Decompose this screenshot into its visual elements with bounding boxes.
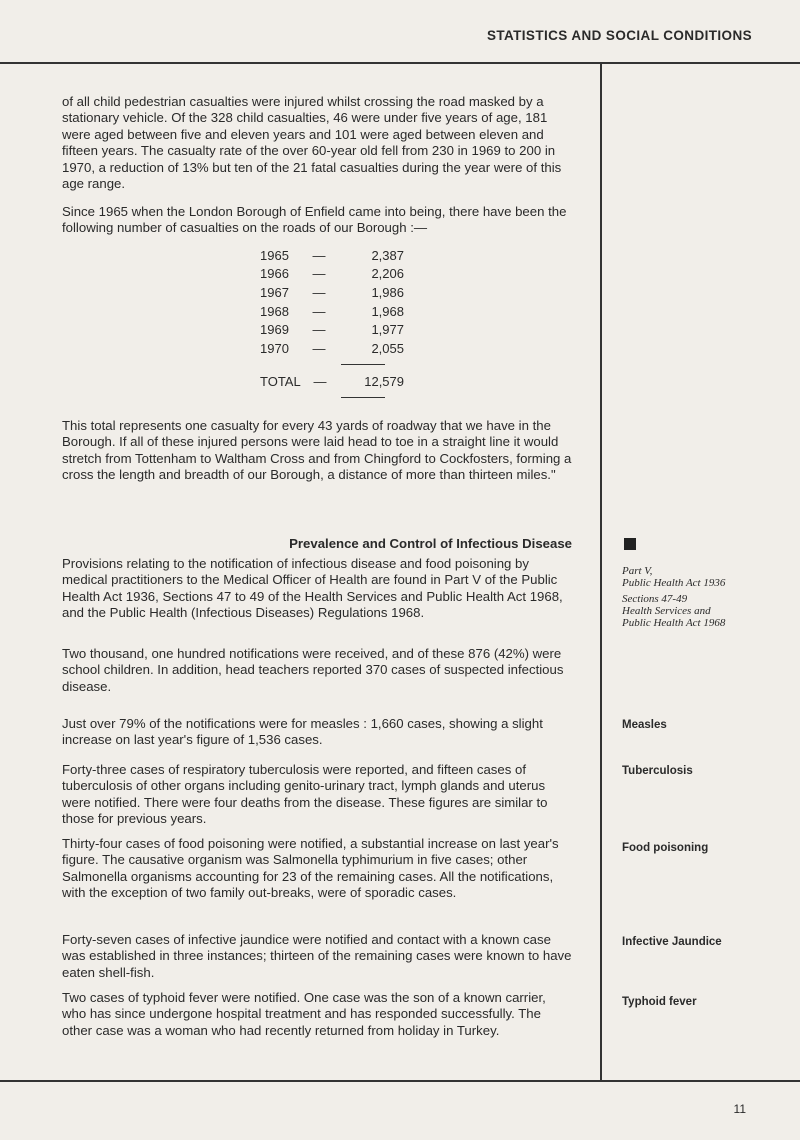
total-dash: — xyxy=(313,373,327,389)
casualty-year: 1966 xyxy=(260,266,289,282)
margin-infective-jaundice: Infective Jaundice xyxy=(622,936,722,948)
jaundice-paragraph: Forty-seven cases of infective jaundice were notified and contact with a known case was established in three instances; thirteen of the remaining cases were known to have eaten shell-fish. xyxy=(62,932,572,980)
casualty-value: 1,986 xyxy=(371,284,404,300)
casualty-value: 2,206 xyxy=(371,266,404,282)
margin-measles: Measles xyxy=(622,719,667,731)
typhoid-paragraph: Two cases of typhoid fever were notified. One case was the son of a known carrier, who has since undergone hospital treatment and has responded successfully. The other case was a woman who had recently returned from holiday in Turkey. xyxy=(62,990,546,1038)
casualty-table xyxy=(260,246,404,358)
total-value: 12,579 xyxy=(364,373,404,389)
borough-paragraph: Since 1965 when the London Borough of Enfield came into being, there have been the following number of casualties on the roads of our Borough :— xyxy=(62,204,567,236)
intro-paragraph: of all child pedestrian casualties were injured whilst crossing the road masked by a stationary vehicle. Of the 328 child casualties, 46 were under five years of age, 181 were aged between five and eleven years and 101 were aged between eleven and fifteen years. The casualty rate of the over 60-year old fell from 230 in 1969 to 200 in 1970, a reduction of 13% but ten of the 21 fatal casualties during the year were of this age range. xyxy=(62,94,562,192)
margin-ref-health-services: Health Services and xyxy=(622,605,711,617)
casualty-value: 1,977 xyxy=(371,322,404,338)
section-heading: Prevalence and Control of Infectious Disease xyxy=(289,536,572,551)
casualty-row xyxy=(260,339,404,358)
casualty-year: 1968 xyxy=(260,303,289,319)
casualty-row xyxy=(260,265,404,284)
section-marker xyxy=(624,538,636,550)
casualty-row xyxy=(260,320,404,339)
casualty-year: 1970 xyxy=(260,340,289,356)
provisions-paragraph: Provisions relating to the notification of infectious disease and food poisoning by medical practitioners to the Medical Officer of Health are found in Part V of the Public Health Act 1936, Sections 47 to 49 of the Health Services and Public Health Act 1968, and the Public Health (Infectious Diseases) Regulations 1968. xyxy=(62,556,563,621)
total-label: TOTAL xyxy=(260,373,301,389)
margin-tuberculosis: Tuberculosis xyxy=(622,765,693,777)
bottom-rule xyxy=(0,1080,800,1082)
margin-typhoid-fever: Typhoid fever xyxy=(622,996,697,1008)
casualty-value: 2,055 xyxy=(371,340,404,356)
casualty-dash: — xyxy=(312,266,326,282)
top-rule xyxy=(0,62,800,64)
casualty-dash: — xyxy=(312,322,326,338)
casualty-year: 1967 xyxy=(260,284,289,300)
margin-ref-part: Part V, xyxy=(622,565,653,577)
table-rule-bottom xyxy=(341,397,385,398)
casualty-row xyxy=(260,302,404,321)
margin-ref-act-1936: Public Health Act 1936 xyxy=(622,577,726,589)
margin-ref-act-1968: Public Health Act 1968 xyxy=(622,617,726,629)
margin-ref-sections: Sections 47-49 xyxy=(622,593,688,605)
notifications-paragraph: Two thousand, one hundred notifications were received, and of these 876 (42%) were school children. In addition, head teachers reported 370 cases of suspected infectious disease. xyxy=(62,646,564,694)
total-paragraph: This total represents one casualty for every 43 yards of roadway that we have in the Borough. If all of these injured persons were laid head to toe in a straight line it would stretch from Tottenham to Waltham Cross and from Chingford to Cockfosters, forming a cross the length and breadth of our Borough, a distance of more than thirteen miles." xyxy=(62,418,572,483)
food-poisoning-paragraph: Thirty-four cases of food poisoning were notified, a substantial increase on last year's figure. The causative organism was Salmonella typhimurium in five cases; other Salmonella organisms accounting for 23 of the remaining cases. All the notifications, with the exception of two family out-breaks, were of sporadic cases. xyxy=(62,836,559,901)
table-rule-top xyxy=(341,364,385,365)
measles-paragraph: Just over 79% of the notifications were for measles : 1,660 cases, showing a slight increase on last year's figure of 1,536 cases. xyxy=(62,716,543,748)
total-row xyxy=(260,372,404,391)
casualty-year: 1965 xyxy=(260,247,289,263)
running-header: STATISTICS AND SOCIAL CONDITIONS xyxy=(486,28,752,43)
column-divider xyxy=(600,62,602,1081)
casualty-row xyxy=(260,246,404,265)
page-number: 11 xyxy=(733,1102,746,1116)
casualty-dash: — xyxy=(312,303,326,319)
tuberculosis-paragraph: Forty-three cases of respiratory tuberculosis were reported, and fifteen cases of tuberculosis of other organs including genito-urinary tract, lymph glands and uterus were notified. There were four deaths from the disease. These figures are similar to those for previous years. xyxy=(62,762,548,827)
margin-food-poisoning: Food poisoning xyxy=(622,842,709,854)
casualty-value: 1,968 xyxy=(371,303,404,319)
casualty-value: 2,387 xyxy=(371,247,404,263)
casualty-year: 1969 xyxy=(260,322,289,338)
casualty-dash: — xyxy=(312,340,326,356)
casualty-dash: — xyxy=(312,284,326,300)
casualty-dash: — xyxy=(312,247,326,263)
casualty-row xyxy=(260,283,404,302)
